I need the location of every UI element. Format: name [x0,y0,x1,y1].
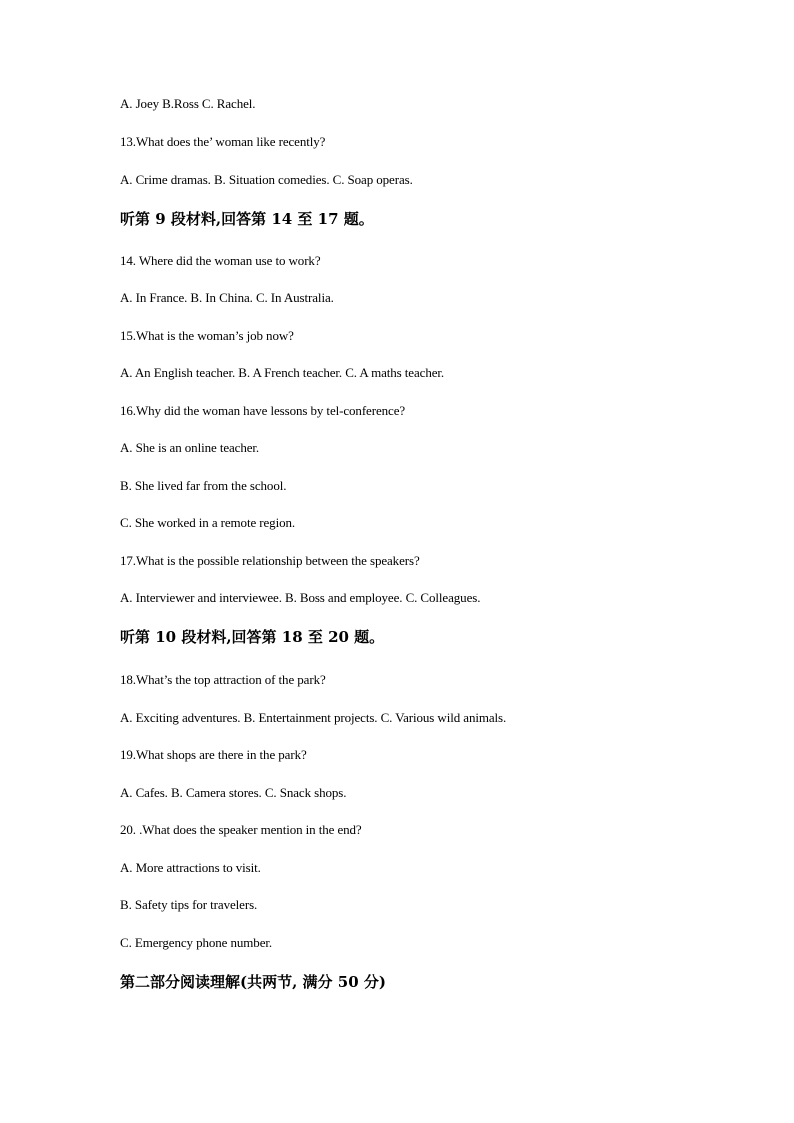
q18-options: A. Exciting adventures. B. Entertainment projects. C. Various wild animals. [120,710,507,725]
section-heading-material-10: 听第 10 段材料,回答第 18 至 20 题。 [120,628,385,646]
q15-options: A. An English teacher. B. A French teacher. C. A maths teacher. [120,365,445,380]
q12-options: A. Joey B.Ross C. Rachel. [120,96,256,111]
q20-question: 20. .What does the speaker mention in the end? [120,822,362,837]
q20-option-a: A. More attractions to visit. [120,860,261,875]
q16-option-c: C. She worked in a remote region. [120,515,296,530]
q16-option-a: A. She is an online teacher. [120,440,260,455]
q20-option-c: C. Emergency phone number. [120,935,273,950]
q19-question: 19.What shops are there in the park? [120,747,307,762]
part-two-heading: 第二部分阅读理解(共两节, 满分 50 分) [120,973,386,991]
q16-question: 16.Why did the woman have lessons by tel-conference? [120,403,406,418]
q20-option-b: B. Safety tips for travelers. [120,897,258,912]
q16-option-b: B. She lived far from the school. [120,478,287,493]
q14-options: A. In France. B. In China. C. In Australia. [120,290,334,305]
q17-options: A. Interviewer and interviewee. B. Boss and employee. C. Colleagues. [120,590,481,605]
q13-question: 13.What does the’ woman like recently? [120,134,326,149]
q14-question: 14. Where did the woman use to work? [120,253,321,268]
q19-options: A. Cafes. B. Camera stores. C. Snack shops. [120,785,347,800]
section-heading-material-9: 听第 9 段材料,回答第 14 至 17 题。 [120,210,374,228]
q17-question: 17.What is the possible relationship between the speakers? [120,553,420,568]
q15-question: 15.What is the woman’s job now? [120,328,294,343]
q18-question: 18.What’s the top attraction of the park? [120,672,326,687]
q13-options: A. Crime dramas. B. Situation comedies. C. Soap operas. [120,172,413,187]
